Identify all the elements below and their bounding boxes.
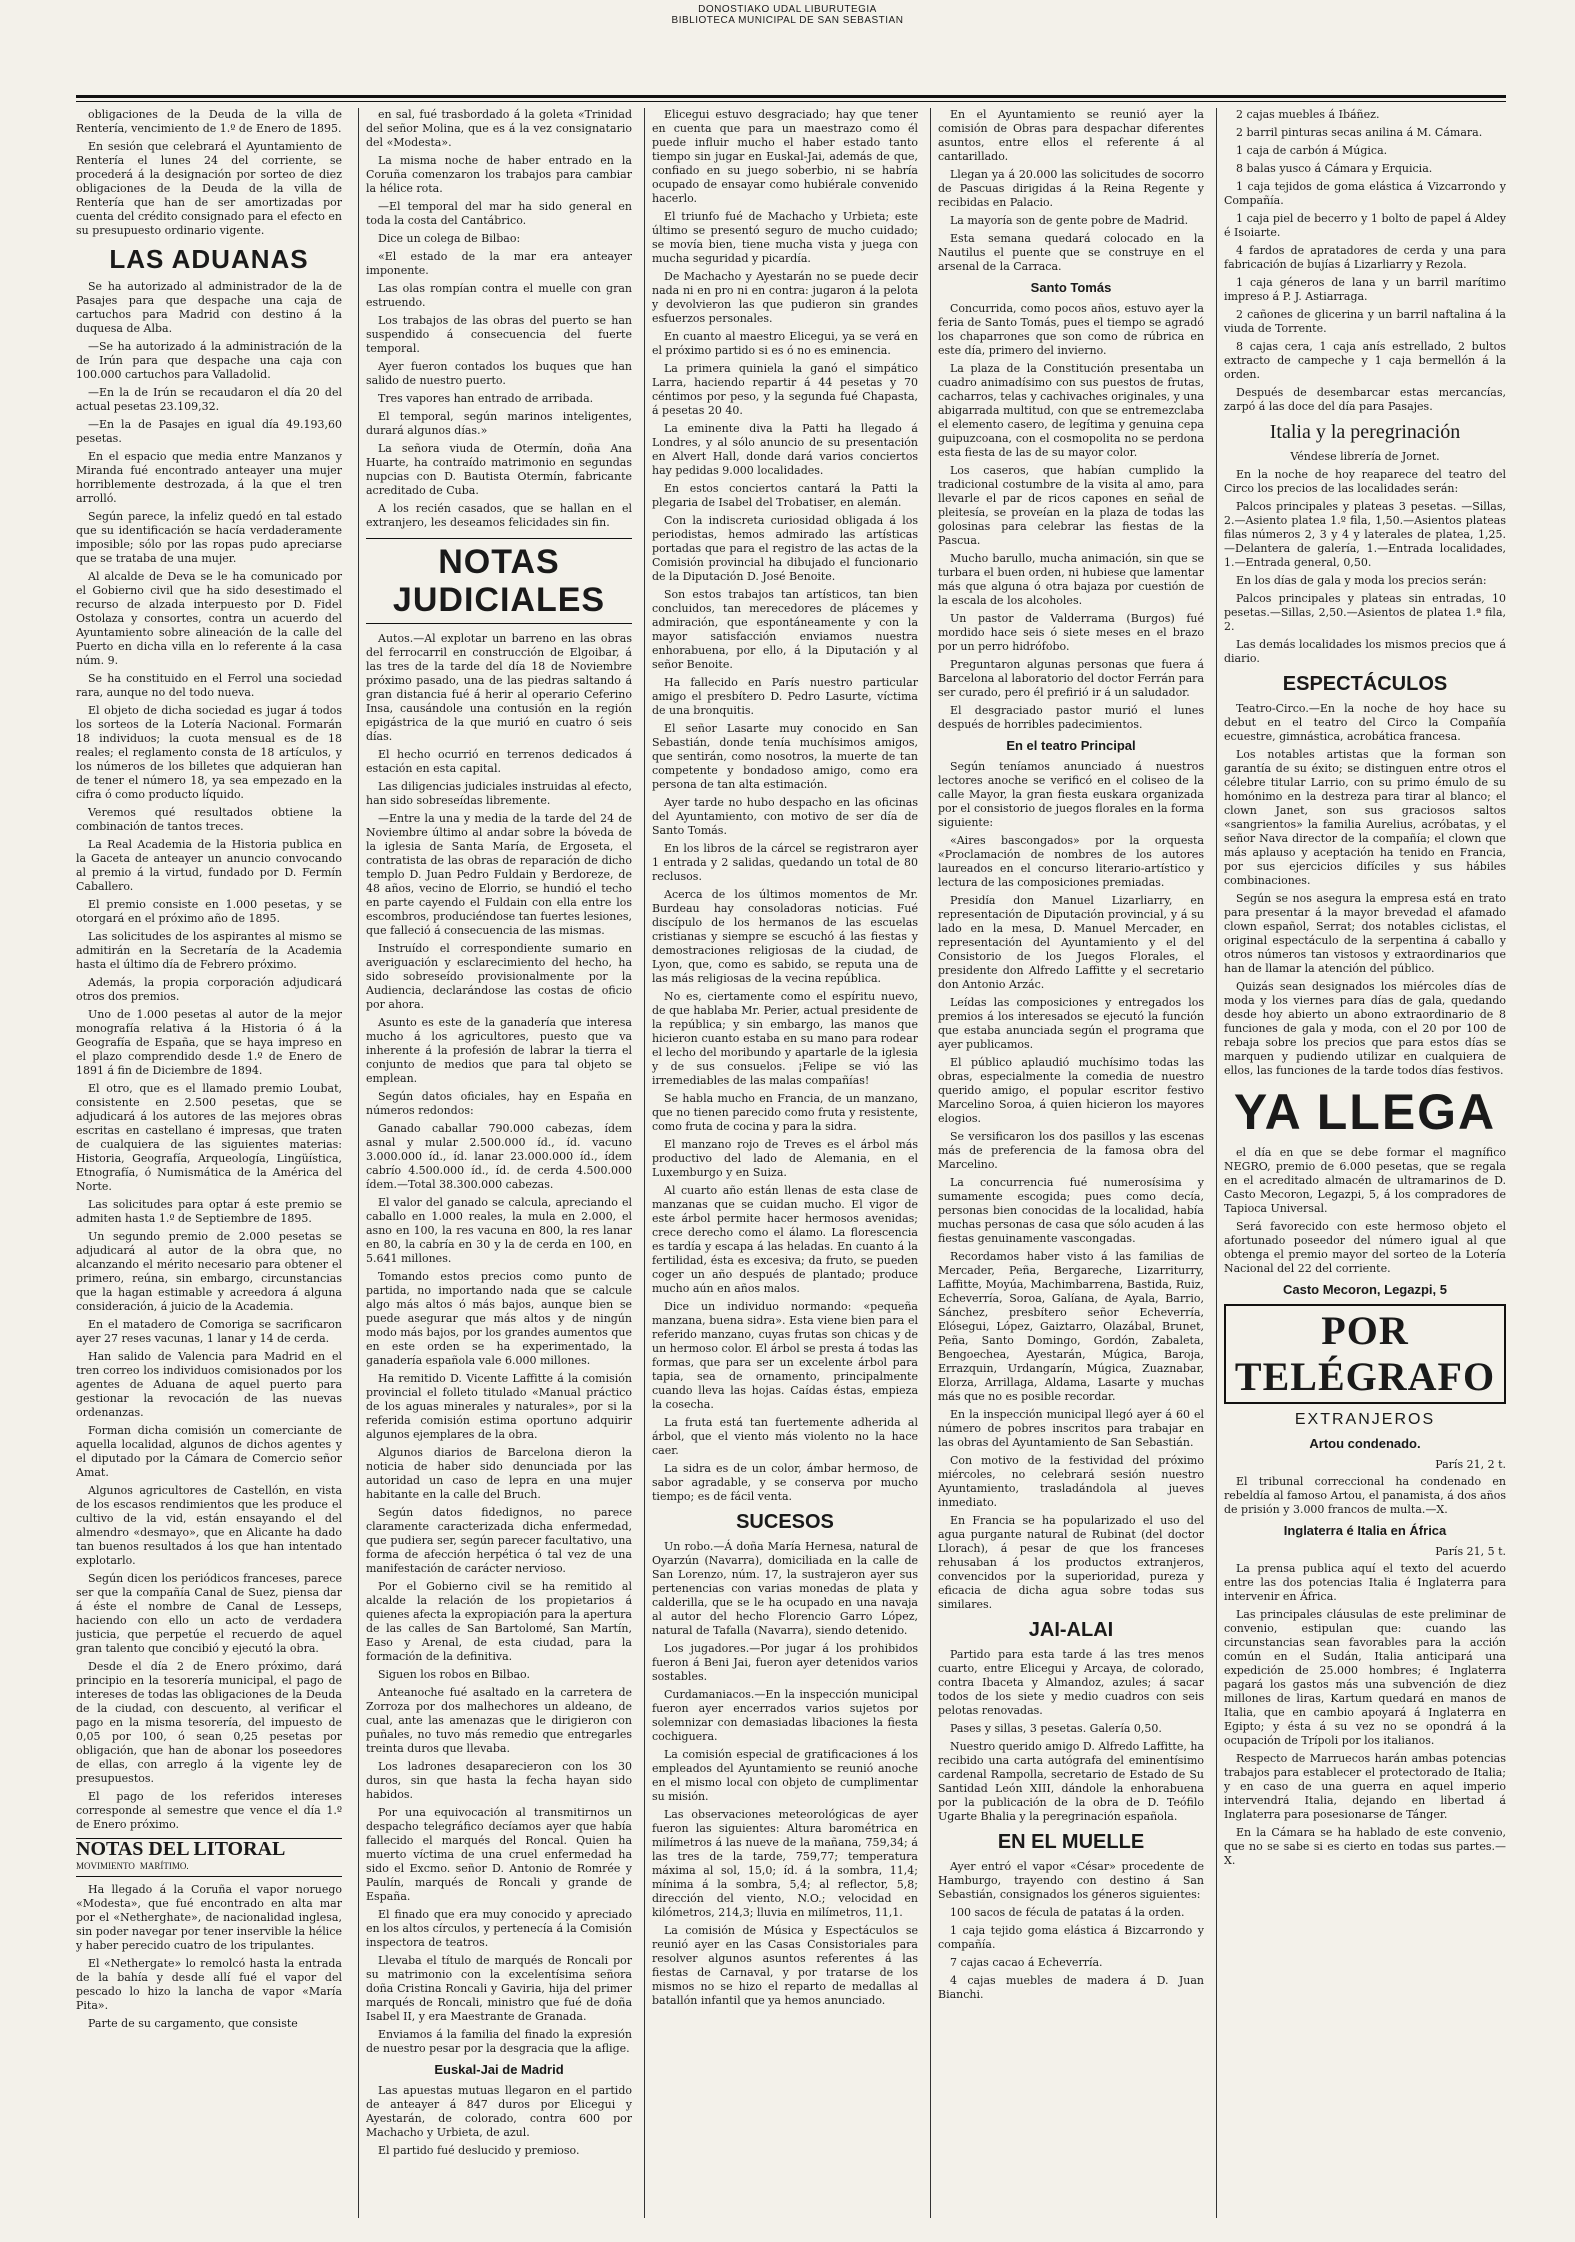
article-paragraph: Las solicitudes para optar á este premio se admiten hasta 1.º de Septiembre de 1895. bbox=[76, 1198, 342, 1225]
article-paragraph: Un robo.—Á doña María Hernesa, natural de Oyarzún (Navarra), domiciliada en la calle de San Lorenzo, núm. 17, la sustrajeron ayer sus pertenencias con varias monedas de plata y calderilla, que se le ha ocupado en una navaja al autor del hecho Florencio Garro López, natural de Tafalla (Navarra), siendo detenido. bbox=[652, 1540, 918, 1637]
article-paragraph: 1 caja tejidos de goma elástica á Vizcarrondo y Compañía. bbox=[1224, 180, 1506, 207]
telegram-heading-inglaterra: Inglaterra é Italia en África bbox=[1283, 1523, 1447, 1538]
article-paragraph: Dice un colega de Bilbao: bbox=[378, 232, 521, 245]
article-paragraph: Al cuarto año están llenas de esta clase de manzanas que se cuidan mucho. El vigor de este árbol permite hacer hermosos avenidas; crece derecho como el álamo. La florescencia es tardía y escapa á las heladas. En cuanto á la fertilidad, ésta es excesiva; da fruto, se pueden coger un año después de plantado; produce mucho aún en años malos. bbox=[652, 1184, 918, 1295]
article-paragraph: Parte de su cargamento, que consiste bbox=[88, 2017, 298, 2030]
article-paragraph: En los días de gala y moda los precios serán: bbox=[1236, 574, 1487, 587]
article-paragraph: Instruído el correspondiente sumario en averiguación y esclarecimiento del hecho, ha sido sobreseído provisionalmente por la Audiencia, declarándose las costas de oficio por ahora. bbox=[366, 942, 632, 1011]
article-paragraph: La sidra es de un color, ámbar hermoso, de sabor agradable, y se conserva por mucho tiempo; es de fácil venta. bbox=[652, 1462, 918, 1503]
article-paragraph: La plaza de la Constitución presentaba un cuadro animadísimo con sus puestos de frutas, cacharros, telas y cachivaches originales, y una abigarrada multitud, con que se entremezclaba el elemento casero, de legítima y genuina cepa guipuzcoana, con el cosmopolita no se perdona esta fiesta de las de su mayor color. bbox=[938, 362, 1204, 459]
article-paragraph: —En la de Pasajes en igual día 49.193,60 pesetas. bbox=[76, 418, 342, 445]
article-paragraph: Leídas las composiciones y entregados los premios á los interesados se ejecutó la función que estaba anunciada según el programa que ayer publicamos. bbox=[938, 996, 1204, 1051]
article-paragraph: La mayoría son de gente pobre de Madrid. bbox=[950, 214, 1189, 227]
article-paragraph: Ayer entró el vapor «César» procedente de Hamburgo, trayendo con destino á San Sebastián, consignados los géneros siguientes: bbox=[938, 1860, 1204, 1901]
article-paragraph: Algunos diarios de Barcelona dieron la noticia de haber sido denunciada por las autoridad un caso de lepra en una mujer habitante en la calle del Bruch. bbox=[366, 1446, 632, 1501]
article-paragraph: 2 cañones de glicerina y un barril naftalina á la viuda de Torrente. bbox=[1224, 308, 1506, 335]
article-paragraph: Las apuestas mutuas llegaron en el partido de anteayer á 847 duros por Elicegui y Ayestarán, de colorado, contra 600 por Machacho y Urbieta, de azul. bbox=[366, 2084, 632, 2139]
advert-paragraph: el día en que se debe formar el magnífico NEGRO, premio de 6.000 pesetas, que se regala en el acreditado almacén de ultramarinos de D. Casto Mecoron, Legazpi, 5, á los compradores de Tapioca Universal. bbox=[1224, 1146, 1506, 1215]
article-paragraph: En los libros de la cárcel se registraron ayer 1 entrada y 2 salidas, quedando un total de 80 reclusos. bbox=[652, 842, 918, 883]
article-paragraph: Después de desembarcar estas mercancías, zarpó á las doce del día para Pasajes. bbox=[1224, 386, 1506, 413]
article-paragraph: Las observaciones meteorológicas de ayer fueron las siguientes: Altura barométrica en milímetros á las nueve de la mañana, 759,34; á las tres de la tarde, 759,77; temperatura máxima al sol, 15,0; íd. á la sombra, 11,4; mínima á la sombra, 5,4; al reflector, 5,8; dirección del viento, N.O.; velocidad en kilómetros, 214,3; lluvia en milímetros, 11,1. bbox=[652, 1808, 918, 1919]
article-paragraph: Las principales cláusulas de este preliminar de convenio, estipulan que: cuando las circunstancias sean favorables para la acción común en el Sudán, Italia anticipará una expedición de 25.000 hombres; é Inglaterra pagará los gastos más una subvención de diez millones de liras, Kartum quedará en manos de Italia, que en cambio apoyará á Inglaterra en Egipto; y ésta á su vez no se opondrá á la ocupación de Trípoli por los italianos. bbox=[1224, 1608, 1506, 1747]
article-paragraph: —Se ha autorizado á la administración de la de Irún para que despache una caja con 100.000 cartuchos para Valladolid. bbox=[76, 340, 342, 381]
article-paragraph: Han salido de Valencia para Madrid en el tren correo los individuos comisionados por los agentes de Aduana de aquel puerto para gestionar la revocación de las nuevas ordenanzas. bbox=[76, 1350, 342, 1419]
article-paragraph: El desgraciado pastor murió el lunes después de horribles padecimientos. bbox=[938, 704, 1204, 731]
library-header bbox=[0, 4, 1575, 26]
article-paragraph: Un pastor de Valderrama (Burgos) fué mordido hace seis ó siete meses en el brazo por un perro hidrófobo. bbox=[938, 612, 1204, 653]
article-paragraph: 1 caja géneros de lana y un barril marítimo impreso á P. J. Astiarraga. bbox=[1224, 276, 1506, 303]
article-paragraph: El señor Lasarte muy conocido en San Sebastián, donde tenía muchísimos amigos, que sentirán, como nosotros, la muerte de tan competente y bondadoso amigo, como era persona de tan alta estimación. bbox=[652, 722, 918, 791]
telegram-heading-artou: Artou condenado. bbox=[1309, 1436, 1421, 1451]
article-paragraph: Según dicen los periódicos franceses, parece ser que la compañía Canal de Suez, piensa dar á éste el nombre de Canal de Lesseps, haciendo con ello un acto de verdadera justicia, que perpetúe el recuerdo de aquel gran talento que concibió y ejecutó la obra. bbox=[76, 1572, 342, 1655]
article-paragraph: En la noche de hoy reaparece del teatro del Circo los precios de las localidades serán: bbox=[1224, 468, 1506, 495]
masthead-rule-thin bbox=[76, 101, 1506, 102]
article-paragraph: La misma noche de haber entrado en la Coruña comenzaron los trabajos para cambiar la hélice rota. bbox=[366, 154, 632, 195]
advert-heading-ya-llega: YA LLEGA bbox=[1233, 1084, 1497, 1140]
article-paragraph: Según datos fidedignos, no parece claramente caracterizada dicha enfermedad, que pudiera ser, según parecer facultativo, una forma de afección herpética ó tal vez de una manifestación de carácter nervioso. bbox=[366, 1506, 632, 1575]
article-paragraph: Con motivo de la festividad del próximo miércoles, no celebrará sesión nuestro Ayuntamiento, trasladándola al jueves inmediato. bbox=[938, 1454, 1204, 1509]
article-paragraph: —El temporal del mar ha sido general en toda la costa del Cantábrico. bbox=[366, 200, 632, 227]
article-paragraph: Se habla mucho en Francia, de un manzano, que no tienen parecido como fruta y resistente, como fruta de cocina y para la sidra. bbox=[652, 1092, 918, 1133]
section-heading-por-telegrafo: POR TELÉGRAFO bbox=[1224, 1304, 1506, 1404]
article-paragraph: Además, la propia corporación adjudicará otros dos premios. bbox=[76, 976, 342, 1003]
section-heading-teatro-principal: En el teatro Principal bbox=[1006, 738, 1136, 753]
article-paragraph: Ayer fueron contados los buques que han salido de nuestro puerto. bbox=[366, 360, 632, 387]
article-paragraph: Un segundo premio de 2.000 pesetas se adjudicará al autor de la obra que, no alcanzando el mérito necesario para obtener el primero, reúna, sin embargo, circunstancias que la hagan estimable y acreedora á alguna consideración, á juicio de la Academia. bbox=[76, 1230, 342, 1313]
column-divider bbox=[358, 108, 359, 2218]
article-paragraph: Llevaba el título de marqués de Roncali por su matrimonio con la excelentísima señora doña Cristina Roncali y Gaviria, hija del primer marqués de Roncali, ministro que fué de doña Isabel II, y era Maestrante de Granada. bbox=[366, 1954, 632, 2023]
article-paragraph: Acerca de los últimos momentos de Mr. Burdeau hay consoladoras noticias. Fué discípulo de los hermanos de las escuelas cristianas y siempre se escuchó á las fiestas y demostraciones religiosas de la ciudad, de Lyon, que, como es sabido, se reputa una de las más religiosas de la vecina república. bbox=[652, 888, 918, 985]
article-paragraph: Ha fallecido en París nuestro particular amigo el presbítero D. Pedro Lasurte, víctima de una bronquitis. bbox=[652, 676, 918, 717]
article-paragraph: La señora viuda de Otermín, doña Ana Huarte, ha contraído matrimonio en segundas nupcias con D. Bautista Otermín, fabricante acreditado de Cuba. bbox=[366, 442, 632, 497]
article-paragraph: Autos.—Al explotar un barreno en las obras del ferrocarril en construcción de Elgoibar, á las tres de la tarde del día 18 de Noviembre próximo pasado, una de las piedras saltando á gran distancia fué á herir al operario Ceferino Insa, causándole una contusión en la región epigástrica de la que murió en cuatro ó seis días. bbox=[366, 632, 632, 743]
article-paragraph: Las demás localidades los mismos precios que á diario. bbox=[1224, 638, 1506, 665]
newspaper-columns bbox=[76, 108, 1506, 2223]
article-paragraph: Los caseros, que habían cumplido la tradicional costumbre de la visita al amo, para llevarle el par de ricos capones en señal de pleitesía, se proveían en la plaza de todas las golosinas para celebrar las fiestas de la Pascua. bbox=[938, 464, 1204, 547]
article-paragraph: «El estado de la mar era anteayer imponente. bbox=[366, 250, 632, 277]
article-paragraph: El finado que era muy conocido y apreciado en los altos círculos, y pertenecía á la Comisión inspectora de teatros. bbox=[366, 1908, 632, 1949]
article-paragraph: Elicegui estuvo desgraciado; hay que tener en cuenta que para un maestrazo como él puede influir mucho el haber estado tanto tiempo sin jugar en Euskal-Jai, además de que, confiado en su juego soberbio, ni se habría ocupado de ensayar como hubiérale convenido hacerlo. bbox=[652, 108, 918, 205]
article-paragraph: Según datos oficiales, hay en España en números redondos: bbox=[366, 1090, 632, 1117]
litoral-title: NOTAS DEL LITORAL bbox=[76, 1838, 285, 1860]
italia-subtitle: Véndese librería de Jornet. bbox=[1290, 450, 1440, 463]
column-divider bbox=[644, 108, 645, 2218]
section-heading-en-el-muelle: EN EL MUELLE bbox=[997, 1831, 1145, 1853]
article-paragraph: Uno de 1.000 pesetas al autor de la mejor monografía relativa á la Historia ó á la Geografía de España, que se haya impreso en el plazo comprendido desde 1.º de Enero de 1891 á fin de Diciembre de 1894. bbox=[76, 1008, 342, 1077]
article-paragraph: Según se nos asegura la empresa está en trato para presentar á la mayor brevedad el afamado clown español, Serrat; dos notables ciclistas, el original espectáculo de la serpentina á caballo y otros números tan vistosos y extraordinarios que han de llamar la atención del público. bbox=[1224, 892, 1506, 975]
article-paragraph: Asunto es este de la ganadería que interesa mucho á los agricultores, puesto que va inherente á la profesión de labrar la tierra el conjunto de medios que para tal objeto se emplean. bbox=[366, 1016, 632, 1085]
article-paragraph: Recordamos haber visto á las familias de Mercader, Peña, Bergareche, Lizarriturry, Laffitte, Moyúa, Machimbarrena, Bastida, Ruiz, Echeverría, Soroa, Galíana, de Ayala, Barrio, Sánchez, presbítero señor Echeverría, Elósegui, López, Gaiztarro, Olazábal, Brunet, Peña, Santo Domingo, Gordón, Zabaleta, Bengoechea, Ayestarán, Múgica, Baroja, Errazquin, Urdangarín, Múgica, Zuaznabar, Elorza, Arrillaga, Aldama, Lasarte y muchas más que no es posible recordar. bbox=[938, 1250, 1204, 1403]
article-paragraph: El temporal, según marinos inteligentes, durará algunos días.» bbox=[366, 410, 632, 437]
section-heading-aduanas: LAS ADUANAS bbox=[109, 244, 309, 274]
article-paragraph: El otro, que es el llamado premio Loubat, consistente en 2.500 pesetas, que se adjudicará á los autores de las mejores obras escritas en castellano é impresas, que traten de cualquiera de las siguientes materias: Historia, Geografía, Arqueología, Lingüística, Etnografía, ó Numismática de la América del Norte. bbox=[76, 1082, 342, 1193]
section-heading-espectaculos: ESPECTÁCULOS bbox=[1282, 673, 1448, 695]
article-paragraph: Las olas rompían contra el muelle con gran estruendo. bbox=[366, 282, 632, 309]
article-paragraph: Desde el día 2 de Enero próximo, dará principio en la tesorería municipal, el pago de intereses de todas las obligaciones de la Deuda de la ciudad, con descuento, al verificar el pago en la misma tesorería, del impuesto de 0,05 por 100, ó sean 0,25 pesetas por obligación, que han de abonar los poseedores de ellas, con arreglo á la vigente ley de presupuestos. bbox=[76, 1660, 342, 1785]
article-paragraph: Se ha autorizado al administrador de la de Pasajes para que despache una caja de cartuchos para Madrid con destino á la duquesa de Alba. bbox=[76, 280, 342, 335]
column-5 bbox=[1224, 108, 1506, 2218]
article-paragraph: Concurrida, como pocos años, estuvo ayer la feria de Santo Tomás, pues el tiempo se agradó los chaparrones que son como de rúbrica en este día, primero del invierno. bbox=[938, 302, 1204, 357]
library-header-line1: DONOSTIAKO UDAL LIBURUTEGIA bbox=[698, 4, 877, 15]
article-paragraph: Ayer tarde no hubo despacho en las oficinas del Ayuntamiento, con motivo de ser día de Santo Tomás. bbox=[652, 796, 918, 837]
article-paragraph: 2 cajas muebles á Ibáñez. bbox=[1236, 108, 1380, 121]
litoral-subtitle: MOVIMIENTO bbox=[76, 1861, 135, 1871]
article-paragraph: En estos conciertos cantará la Patti la plegaria de Isabel del Trobatiser, en alemán. bbox=[652, 482, 918, 509]
article-paragraph: Con la indiscreta curiosidad obligada á los periodistas, hemos admirado las artísticas portadas que para el registro de las actas de la Comisión provincial ha dibujado el funcionario de la Diputación D. José Benoite. bbox=[652, 514, 918, 583]
article-paragraph: A los recién casados, que se hallan en el extranjero, les deseamos felicidades sin fin. bbox=[366, 502, 632, 529]
article-paragraph: obligaciones de la Deuda de la villa de Rentería, vencimiento de 1.º de Enero de 1895. bbox=[76, 108, 342, 135]
article-paragraph: El público aplaudió muchísimo todas las obras, especialmente la comedia de nuestro querido amigo, el popular escritor festivo Marcelino Soroa, á quien hicieron los mayores elogios. bbox=[938, 1056, 1204, 1125]
section-heading-jai-alai: JAI-ALAI bbox=[1028, 1619, 1114, 1641]
section-heading-litoral bbox=[76, 1838, 342, 1877]
article-paragraph: Ha llegado á la Coruña el vapor noruego «Modesta», que fué encontrado en alta mar por el «Netherghate», de nacionalidad inglesa, sin poder navegar por tener inservible la hélice y haber perecido cuatro de los tripulantes. bbox=[76, 1883, 342, 1952]
advert-signature: Casto Mecoron, Legazpi, 5 bbox=[1283, 1282, 1447, 1297]
article-paragraph: en sal, fué trasbordado á la goleta «Trinidad del señor Molina, que es á la vez consignatario del «Modesta». bbox=[366, 108, 632, 149]
article-paragraph: 8 balas yusco á Cámara y Erquicia. bbox=[1236, 162, 1433, 175]
article-paragraph: Preguntaron algunas personas que fuera á Barcelona al laboratorio del doctor Ferrán para ser curado, pero él prefirió ir á un saludador. bbox=[938, 658, 1204, 699]
article-paragraph: La comisión especial de gratificaciones á los empleados del Ayuntamiento se reunió anoche en el mismo local con objeto de cumplimentar su misión. bbox=[652, 1748, 918, 1803]
article-paragraph: 100 sacos de fécula de patatas á la orden. bbox=[950, 1906, 1185, 1919]
article-paragraph: Por una equivocación al transmitirnos un despacho telegráfico decíamos ayer que había fallecido el marqués del Roncal. Quien ha muerto víctima de una cruel enfermedad ha sido el Excmo. señor D. Antonio de Romrée y Paulín, marqués de Roncali y grande de España. bbox=[366, 1806, 632, 1903]
article-paragraph: La fruta está tan fuertemente adherida al árbol, que el viento más violento no la hace caer. bbox=[652, 1416, 918, 1457]
article-paragraph: Los notables artistas que la forman son garantía de su éxito; se distinguen entre otros el célebre titular Larrio, con su primo émulo de su homónimo en la destreza para tirar al blanco; el clown Janet, son sus graciosos saltos «sangrientos» la familia Aurelius, acróbatas, y el señor Nava director de la compañía; el clown que más aplauso y aceptación ha tenido en Francia, por sus ejercicios difíciles y sus hábiles combinaciones. bbox=[1224, 748, 1506, 887]
column-divider bbox=[930, 108, 931, 2218]
article-paragraph: Por el Gobierno civil se ha remitido al alcalde la relación de los propietarios á quienes afecta la expropiación para la apertura de las calles de San Bartolomé, San Martín, Easo y Arenal, de esta ciudad, para la formación de la definitiva. bbox=[366, 1580, 632, 1663]
article-paragraph: No es, ciertamente como el espíritu nuevo, de que hablaba Mr. Perier, actual presidente de la república; y sin embargo, las manos que hicieron cuanto estaba en su mano para rodear el lecho del moribundo y apartarle de la iglesia y de sus consuelos. ¡Felipe se vió las irremediables de las malas compañías! bbox=[652, 990, 918, 1087]
article-paragraph: La eminente diva la Patti ha llegado á Londres, y al sólo anuncio de su presentación en Alvert Hall, donde dará varios conciertos hay pedidas 9.000 localidades. bbox=[652, 422, 918, 477]
article-paragraph: La prensa publica aquí el texto del acuerdo entre las dos potencias Italia é Inglaterra para intervenir en África. bbox=[1224, 1562, 1506, 1603]
article-paragraph: Las diligencias judiciales instruidas al efecto, han sido sobreseídas libremente. bbox=[366, 780, 632, 807]
article-paragraph: Palcos principales y plateas sin entradas, 10 pesetas.—Sillas, 2,50.—Asientos de platea 1.ª fila, 2. bbox=[1224, 592, 1506, 633]
article-paragraph: Son estos trabajos tan artísticos, tan bien concluidos, tan merecedores de plácemes y admiración, que espontáneamente y con la mayor satisfacción enviamos nuestra enhorabuena, por ello, á la Diputación y al señor Benoite. bbox=[652, 588, 918, 671]
article-paragraph: Pases y sillas, 3 pesetas. Galería 0,50. bbox=[950, 1722, 1162, 1735]
masthead-rule bbox=[76, 95, 1506, 98]
article-paragraph: El objeto de dicha sociedad es jugar á todos los sorteos de la Lotería Nacional. Formarán 18 individuos; la cuota mensual es de 18 reales; el reglamento consta de 18 artículos, y los números de los billetes que adquieran han de tener el número 18, ya sea empezado en la cifra ó como producto líquido. bbox=[76, 704, 342, 801]
article-paragraph: Según teníamos anunciado á nuestros lectores anoche se verificó en el coliseo de la calle Mayor, la gran fiesta euskara organizada por el consistorio de juegos florales en la forma siguiente: bbox=[938, 760, 1204, 829]
article-paragraph: En Francia se ha popularizado el uso del agua purgante natural de Rubinat (del doctor Llorach), á pesar de que los franceses rehusaban á los productos extranjeros, convencidos por la superioridad, pureza y eficacia de dicha agua sobre todas sus similares. bbox=[938, 1514, 1204, 1611]
article-paragraph: En el matadero de Comoriga se sacrificaron ayer 27 reses vacunas, 1 lanar y 14 de cerda. bbox=[76, 1318, 342, 1345]
article-paragraph: El tribunal correccional ha condenado en rebeldía al famoso Artou, el panamista, á dos años de prisión y 3.000 francos de multa.—X. bbox=[1224, 1475, 1506, 1516]
article-paragraph: Partido para esta tarde á las tres menos cuarto, entre Elicegui y Arcaya, de colorado, contra Ibaceta y Almandoz, azules; á sacar todos de los siete y medio cuadros con seis pelotas renovadas. bbox=[938, 1648, 1204, 1717]
article-paragraph: Los ladrones desaparecieron con los 30 duros, sin que hasta la fecha hayan sido habidos. bbox=[366, 1760, 632, 1801]
section-subheading-extranjeros: EXTRANJEROS bbox=[1294, 1411, 1436, 1428]
article-paragraph: En sesión que celebrará el Ayuntamiento de Rentería el lunes 24 del corriente, se procederá á la designación por sorteo de diez obligaciones de la Deuda de la villa de Rentería que han de ser amortizadas por cuenta del crédito consignado para el efecto en su presupuesto ordinario vigente. bbox=[76, 140, 342, 237]
article-paragraph: En la inspección municipal llegó ayer á 60 el número de pobres inscritos para trabajar en las obras del Ayuntamiento de San Sebastián. bbox=[938, 1408, 1204, 1449]
article-paragraph: Forman dicha comisión un comerciante de aquella localidad, algunos de dichos agentes y el diputado por la Cámara de Comercio señor Amat. bbox=[76, 1424, 342, 1479]
article-paragraph: —En la de Irún se recaudaron el día 20 del actual pesetas 23.109,32. bbox=[76, 386, 342, 413]
article-paragraph: Al alcalde de Deva se le ha comunicado por el Gobierno civil que ha sido desestimado el recurso de alzada interpuesto por D. Fidel Ostolaza y consortes, contra un acuerdo del Ayuntamiento sobre alineación de la calle del Puerto en dicha villa en lo referente á la casa núm. 9. bbox=[76, 570, 342, 667]
article-paragraph: El pago de los referidos intereses corresponde al semestre que vence el día 1.º de Enero próximo. bbox=[76, 1790, 342, 1831]
column-4 bbox=[938, 108, 1204, 2218]
article-paragraph: 1 caja tejido goma elástica á Bizcarrondo y compañía. bbox=[938, 1924, 1204, 1951]
article-paragraph: La concurrencia fué numerosísima y sumamente escogida; pues como decía, personas bien conocidas de la localidad, había muchas personas de casa que sólo acuden á las fiestas genuinamente vascongadas. bbox=[938, 1176, 1204, 1245]
article-paragraph: El premio consiste en 1.000 pesetas, y se otorgará en el próximo año de 1895. bbox=[76, 898, 342, 925]
article-paragraph: Nuestro querido amigo D. Alfredo Laffitte, ha recibido una carta autógrafa del eminentísimo cardenal Rampolla, secretario de Estado de Su Santidad León XIII, dándole la enhorabuena por la publicación de la obra de D. Teófilo Ugarte Bhalia y la peregrinación española. bbox=[938, 1740, 1204, 1823]
article-paragraph: 1 caja de carbón á Múgica. bbox=[1236, 144, 1388, 157]
article-paragraph: —Entre la una y media de la tarde del 24 de Noviembre último al andar sobre la bóveda de la iglesia de Santa María, de Ergoseta, el contratista de las obras de reparación de dicho templo D. Juan Pedro Fuldain y Berdoreze, de 48 años, vecino de Elorrio, se hundió el techo en parte cayendo el Fuldain con ella entre los escombros, produciéndose tan fuertes lesiones, que falleció á consecuencia de las mismas. bbox=[366, 812, 632, 937]
article-paragraph: El manzano rojo de Treves es el árbol más productivo del lado de Alemania, en el Luxemburgo y en Suiza. bbox=[652, 1138, 918, 1179]
section-heading-notas-judiciales: NOTAS JUDICIALES bbox=[366, 538, 632, 624]
article-paragraph: Llegan ya á 20.000 las solicitudes de socorro de Pascuas dirigidas á la Reina Regente y recibidas en Palacio. bbox=[938, 168, 1204, 209]
telegram-dateline: París 21, 2 t. bbox=[1435, 1458, 1506, 1471]
article-paragraph: Curdamaniacos.—En la inspección municipal fueron ayer encerrados varios sujetos por solemnizar con demasiadas libaciones la fiesta cochiguera. bbox=[652, 1688, 918, 1743]
article-paragraph: Veremos qué resultados obtiene la combinación de tantos treces. bbox=[76, 806, 342, 833]
article-paragraph: Tomando estos precios como punto de partida, no importando nada que se calcule algo más altos ó más bajos, aunque bien se puede asegurar que más altos y de ningún modo más bajos, por los grandes aumentos que en este orden se ha experimentado, la ganadería española vale 6.000 millones. bbox=[366, 1270, 632, 1367]
article-paragraph: Quizás sean designados los miércoles días de moda y los viernes para días de gala, quedando desde hoy abierto un abono extraordinario de 8 funciones de gala y moda, con el 20 por 100 de rebaja sobre los precios que para estos días se marquen y pudiendo utilizar en cualquiera de ellos, las funciones de la tarde todos días festivos. bbox=[1224, 980, 1506, 1077]
article-paragraph: Los jugadores.—Por jugar á los prohibidos fueron á Beni Jai, fueron ayer detenidos varios sostables. bbox=[652, 1642, 918, 1683]
litoral-subtitle-2: MARÍTIMO. bbox=[139, 1861, 189, 1871]
article-paragraph: De Machacho y Ayestarán no se puede decir nada ni en pro ni en contra: jugaron á la pelota y devolvieron las que pudieron sin grandes esfuerzos personales. bbox=[652, 270, 918, 325]
article-paragraph: 8 cajas cera, 1 caja anís estrellado, 2 bultos extracto de campeche y 1 caja bermellón á la orden. bbox=[1224, 340, 1506, 381]
advert-paragraph: Será favorecido con este hermoso objeto el afortunado poseedor del número igual al que obtenga el premio mayor del sorteo de la Lotería Nacional del 22 del corriente. bbox=[1224, 1220, 1506, 1275]
article-paragraph: La comisión de Música y Espectáculos se reunió ayer en las Casas Consistoriales para resolver algunos asuntos referentes á las fiestas de Carnaval, y por tratarse de los mismos no se hizo el reparto de medallas al batallón infantil que ya hemos anunciado. bbox=[652, 1924, 918, 2007]
article-paragraph: El partido fué deslucido y premioso. bbox=[378, 2144, 580, 2157]
column-2 bbox=[366, 108, 632, 2218]
article-paragraph: Las solicitudes de los aspirantes al mismo se admitirán en la Secretaría de la Academia hasta el último día de Febrero próximo. bbox=[76, 930, 342, 971]
article-paragraph: En el Ayuntamiento se reunió ayer la comisión de Obras para despachar diferentes asuntos, entre ellos el referente á al cantarillado. bbox=[938, 108, 1204, 163]
telegram-dateline: París 21, 5 t. bbox=[1435, 1545, 1506, 1558]
article-paragraph: Respecto de Marruecos harán ambas potencias trabajos para establecer el protectorado de Italia; y en caso de una guerra en aquel imperio intervendrá Italia, dejando en libertad á Inglaterra para posesionarse de Tánger. bbox=[1224, 1752, 1506, 1821]
article-paragraph: Los trabajos de las obras del puerto se han suspendido á consecuencia del fuerte temporal. bbox=[366, 314, 632, 355]
article-paragraph: Enviamos á la familia del finado la expresión de nuestro pesar por la desgracia que la aflige. bbox=[366, 2028, 632, 2055]
article-paragraph: En la Cámara se ha hablado de este convenio, que no se sabe si es cierto en todas sus partes.—X. bbox=[1224, 1826, 1506, 1867]
article-paragraph: La Real Academia de la Historia publica en la Gaceta de anteayer un anuncio convocando al premio á la virtud, fundado por D. Fermín Caballero. bbox=[76, 838, 342, 893]
article-paragraph: Se versificaron los dos pasillos y las escenas más de preferencia de la famosa obra del Marcelino. bbox=[938, 1130, 1204, 1171]
column-divider bbox=[1216, 108, 1217, 2218]
article-paragraph: Siguen los robos en Bilbao. bbox=[378, 1668, 530, 1681]
article-paragraph: El triunfo fué de Machacho y Urbieta; este último se presentó seguro de mucho cuidado; se movía bien, tiene mucha vista y juega con mucha seguridad y picardía. bbox=[652, 210, 918, 265]
article-paragraph: En el espacio que media entre Manzanos y Miranda fué encontrado anteayer una mujer horriblemente destrozada, á la que el tren arrolló. bbox=[76, 450, 342, 505]
article-paragraph: Anteanoche fué asaltado en la carretera de Zorroza por dos malhechores un aldeano, de cual, ante las amenazas que le dirigieron con puñales, no tuvo más remedio que entregarles treinta duros que llevaba. bbox=[366, 1686, 632, 1755]
section-heading-euskal-jai: Euskal-Jai de Madrid bbox=[434, 2062, 564, 2077]
article-paragraph: Ha remitido D. Vicente Laffitte á la comisión provincial el folleto titulado «Manual práctico de los aguas minerales y naturales», por si la referida comisión estima oportuno adquirir algunos ejemplares de la obra. bbox=[366, 1372, 632, 1441]
section-heading-santo-tomas: Santo Tomás bbox=[1030, 280, 1112, 295]
article-paragraph: 4 cajas muebles de madera á D. Juan Bianchi. bbox=[938, 1974, 1204, 2001]
article-paragraph: Presidía don Manuel Lizarliarry, en representación de Diputación provincial, y á su lado en la mesa, D. Manuel Mercader, en representación del Ayuntamiento y el del Consistorio de los Juegos Florales, el presidente don Alfredo Laffitte y el secretario don Antonio Arzác. bbox=[938, 894, 1204, 991]
article-paragraph: Según parece, la infeliz quedó en tal estado que su identificación se hacía verdaderamente imposible; sólo por las ropas pudo apreciarse que se trataba de una mujer. bbox=[76, 510, 342, 565]
article-paragraph: Ganado caballar 790.000 cabezas, ídem asnal y mular 2.500.000 íd., íd. vacuno 3.000.000 íd., íd. lanar 23.000.000 íd., ídem cabrío 4.500.000 íd., íd. de cerda 4.500.000 ídem.—Total 38.300.000 cabezas. bbox=[366, 1122, 632, 1191]
article-paragraph: «Aires bascongados» por la orquesta «Proclamación de nombres de los autores laureados en el concurso literario-artístico y lectura de las composiciones premiadas. bbox=[938, 834, 1204, 889]
article-paragraph: Dice un individuo normando: «pequeña manzana, buena sidra». Esta viene bien para el referido manzano, cuyas frutas son chicas y de un hermoso color. El árbol se presta á todas las formas, que para ser un excelente árbol para tapia, sea de ornamento, principalmente cuando lleva las hojas. Caídas éstas, empieza la cosecha. bbox=[652, 1300, 918, 1411]
library-header-line2: BIBLIOTECA MUNICIPAL DE SAN SEBASTIAN bbox=[671, 15, 904, 26]
article-paragraph: Tres vapores han entrado de arribada. bbox=[378, 392, 594, 405]
article-paragraph: El valor del ganado se calcula, apreciando el caballo en 1.000 reales, la mula en 2.000, el asno en 100, la res vacuna en 800, la res lanar en 80, la cabría en 30 y la de cerda en 100, en 5.641 millones. bbox=[366, 1196, 632, 1265]
section-heading-italia: Italia y la peregrinación bbox=[1269, 421, 1461, 443]
article-paragraph: Palcos principales y plateas 3 pesetas. —Sillas, 2.—Asiento platea 1.º fila, 1,50.—Asientos plateas filas números 2, 3 y 4 y laterales de platea, 1,25.—Delantera de galería, 1.—Entrada localidades, 1.—Entrada general, 0,50. bbox=[1224, 500, 1506, 569]
article-paragraph: 7 cajas cacao á Echeverría. bbox=[950, 1956, 1103, 1969]
article-paragraph: 1 caja piel de becerro y 1 bolto de papel á Aldey é Isoiarte. bbox=[1224, 212, 1506, 239]
section-heading-sucesos: SUCESOS bbox=[736, 1511, 834, 1533]
article-paragraph: El «Nethergate» lo remolcó hasta la entrada de la bahía y desde allí fué el vapor del pescado lo hizo la lancha de vapor «María Pita». bbox=[76, 1957, 342, 2012]
article-paragraph: Se ha constituido en el Ferrol una sociedad rara, aunque no del todo nueva. bbox=[76, 672, 342, 699]
article-paragraph: Esta semana quedará colocado en la Nautilus el puente que se construye en el arsenal de la Carraca. bbox=[938, 232, 1204, 273]
article-paragraph: La primera quiniela la ganó el simpático Larra, haciendo repartir á 44 pesetas y 70 céntimos por peso, y la segunda fué Chapasta, á pesetas 20 40. bbox=[652, 362, 918, 417]
article-paragraph: 4 fardos de apratadores de cerda y una para fabricación de bujías á Lizarliarry y Rezola. bbox=[1224, 244, 1506, 271]
column-3 bbox=[652, 108, 918, 2218]
article-paragraph: El hecho ocurrió en terrenos dedicados á estación en esta capital. bbox=[366, 748, 632, 775]
article-paragraph: Teatro-Circo.—En la noche de hoy hace su debut en el teatro del Circo la Compañía ecuestre, gimnástica, acrobática francesa. bbox=[1224, 702, 1506, 743]
article-paragraph: Mucho barullo, mucha animación, sin que se turbara el buen orden, ni hubiese que lamentar más que alguna ó otra bajaza por cuestión de la escala de los alcoholes. bbox=[938, 552, 1204, 607]
article-paragraph: 2 barril pinturas secas anilina á M. Cámara. bbox=[1236, 126, 1483, 139]
column-1 bbox=[76, 108, 342, 2218]
article-paragraph: Algunos agricultores de Castellón, en vista de los escasos rendimientos que les produce el cultivo de la vid, están ensayando el del almendro «desmayo», que en Alicante ha dado tan buenos resultados á los que han intentado explotarlo. bbox=[76, 1484, 342, 1567]
article-paragraph: En cuanto al maestro Elicegui, ya se verá en el próximo partido si es ó no es eminencia. bbox=[652, 330, 918, 357]
